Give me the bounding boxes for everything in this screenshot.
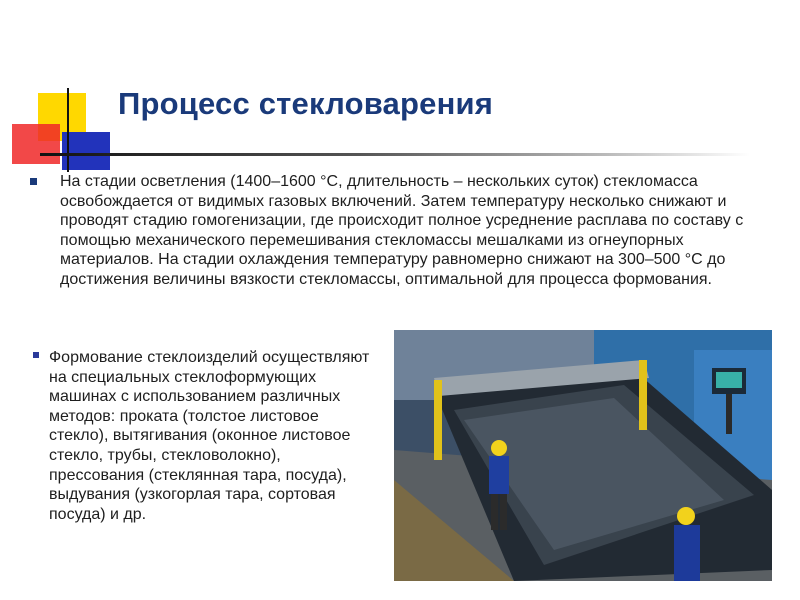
deco-vertical-line — [67, 88, 69, 172]
paragraph-refining: На стадии осветления (1400–1600 °С, длительность – нескольких суток) стекломасса освобождается от видимых газовых включений. Затем температуру несколько снижают и проводят стадию гомогенизации, где происходит полное усреднение расплава по составу с помощью механического перемешивания стекломассы мешалками из огнеупорных материалов. На стадии охлаждения температуру равномерно снижают на 300–500 °С до достижения величины вязкости стекломассы, оптимальной для процесса формования. — [60, 173, 744, 288]
slide-title: Процесс стекловарения — [118, 86, 494, 121]
deco-red-square — [12, 124, 60, 164]
title-divider — [40, 153, 750, 156]
bullet-marker — [33, 352, 39, 358]
glass-forming-line-photo — [394, 330, 772, 581]
bullet-marker — [30, 178, 37, 185]
deco-blue-square — [62, 132, 110, 170]
paragraph-forming: Формование стеклоизделий осуществляют на специальных стеклоформующих машинах с использованием различных методов: проката (толстое листовое стекло), вытягивания (оконное листовое стекло, трубы, стекловолокно), прессования (стеклянная тара, посуда), выдувания (узкогорлая тара, сортовая посуда) и др. — [49, 349, 370, 523]
photo-illustration — [394, 330, 772, 581]
